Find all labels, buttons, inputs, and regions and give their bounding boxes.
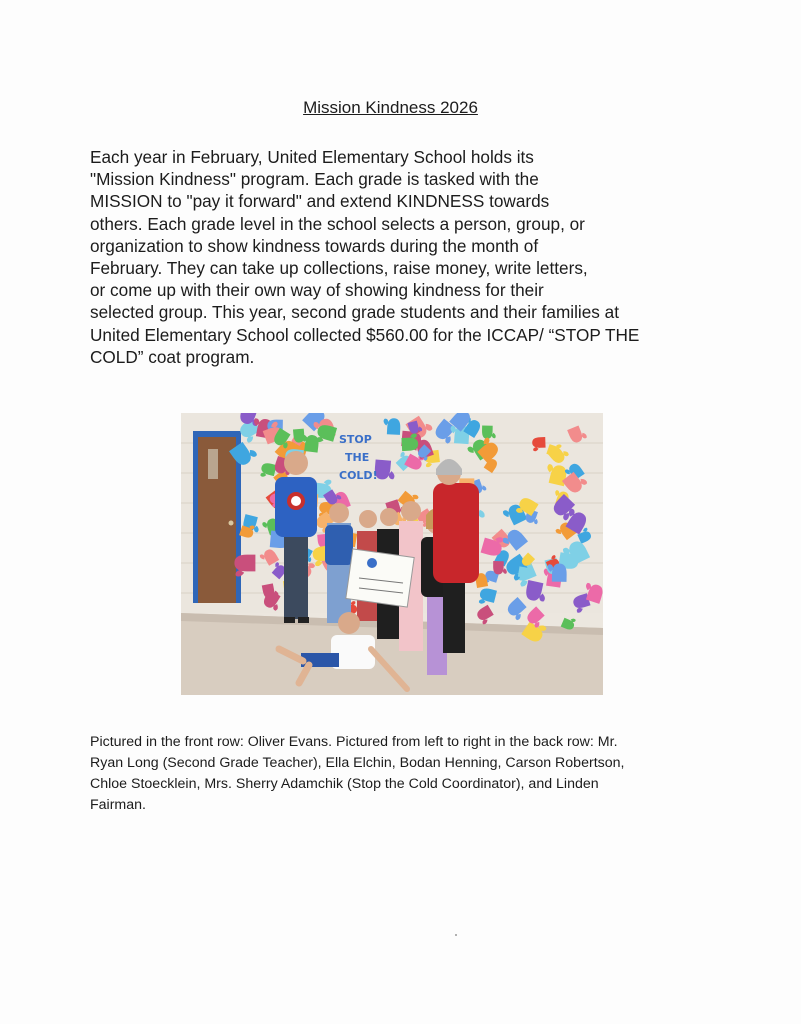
sign-word: THE [345,451,370,464]
paragraph-line: MISSION to "pay it forward" and extend KINDNESS towards [90,191,550,212]
sign-word: COLD! [339,469,378,482]
paragraph-line: COLD” coat program. [90,346,255,367]
photo-caption [90,732,700,816]
caption-line: Pictured in the front row: Oliver Evans. Pictured from left to right in the back row: Mr. [90,734,618,750]
scan-speck [455,934,457,936]
paragraph-line: United Elementary School collected $560.00 for the ICCAP/ “STOP THE [90,324,640,345]
paragraph-line: February. They can take up collections, raise money, write letters, [90,258,588,279]
sign-word: STOP [339,433,372,446]
caption-line: Chloe Stoecklein, Mrs. Sherry Adamchik (Stop the Cold Coordinator), and Linden [90,776,599,792]
paragraph-line: or come up with their own way of showing kindness for their [90,280,544,301]
paragraph-line: organization to show kindness towards during the month of [90,235,539,256]
paragraph-line: Each year in February, United Elementary School holds its [90,147,534,167]
paragraph-line: "Mission Kindness" program. Each grade is tasked with the [90,169,539,190]
caption-line: Fairman. [90,797,146,813]
photo-illustration [181,413,603,695]
intro-paragraph [90,146,690,368]
caption-line: Ryan Long (Second Grade Teacher), Ella Elchin, Bodan Henning, Carson Robertson, [90,755,625,771]
page-title: Mission Kindness 2026 [303,98,478,117]
group-photo [181,413,603,695]
paragraph-line: selected group. This year, second grade students and their families at [90,302,619,323]
door-knob [229,521,234,526]
paragraph-line: others. Each grade level in the school selects a person, group, or [90,213,585,234]
donation-check [346,549,414,607]
door-window [208,449,218,479]
